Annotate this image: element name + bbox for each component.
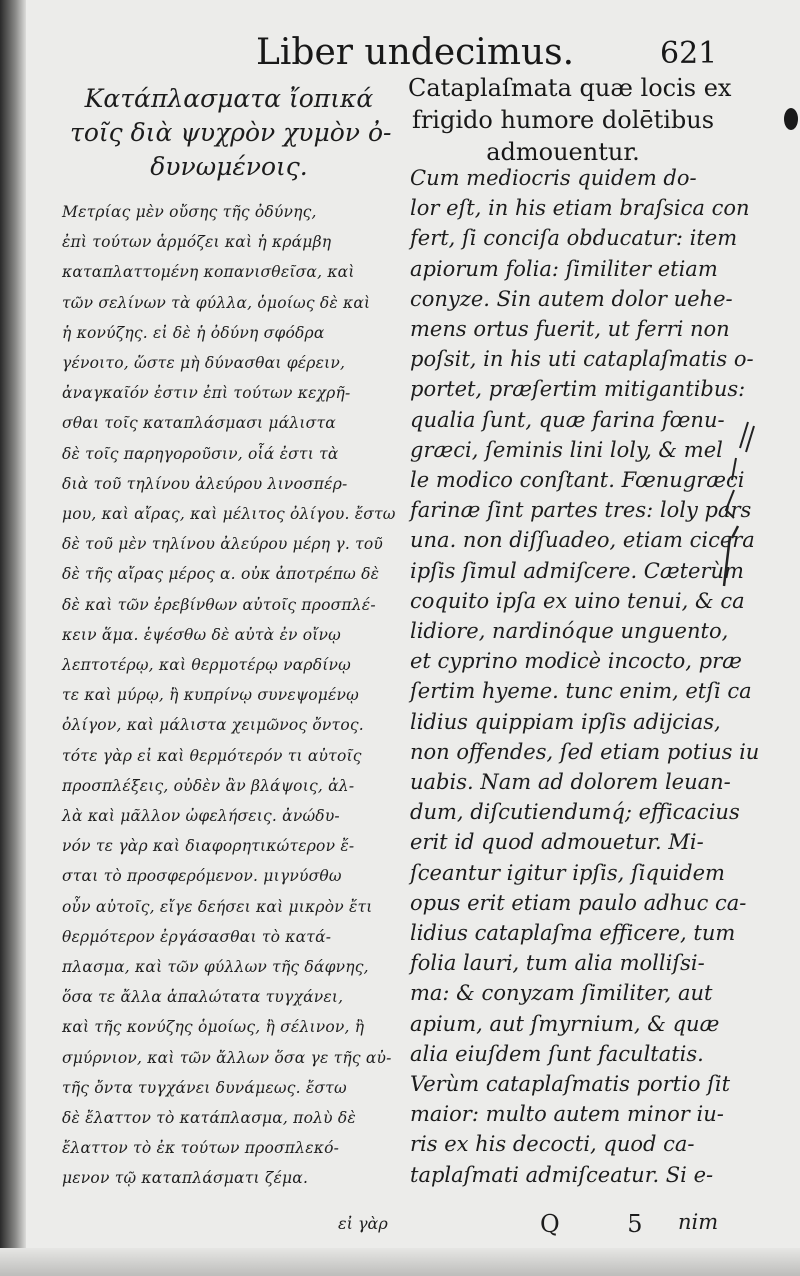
- latin-text-line: mens ortus fuerit, ut ferri non: [410, 317, 730, 341]
- latin-text-line: conyze. Sin autem dolor uehe-: [410, 286, 733, 311]
- greek-text-line: τῆς ὄντα τυγχάνει δυνάμεως. ἔστω: [62, 1078, 347, 1097]
- latin-text-line: apium, aut ſmyrnium, & quæ: [410, 1011, 720, 1036]
- greek-text-line: σμύρνιον, καὶ τῶν ἄλλων ὅσα γε τῆς αὐ-: [62, 1048, 392, 1067]
- greek-text-line: δὲ τῆς αἴρας μέρος α. οὐκ ἀποτρέπω δὲ: [62, 565, 380, 584]
- greek-text-line: ἔλαττον τὸ ἐκ τούτων προσπλεκό-: [62, 1139, 340, 1158]
- greek-text-line: ἀναγκαῖόν ἐστιν ἐπὶ τούτων κεχρῆ-: [62, 384, 351, 403]
- latin-text-line: erit id quod admouetur. Mi-: [410, 830, 704, 855]
- greek-text-line: διὰ τοῦ τηλίνου ἀλεύρου λινοσπέρ-: [62, 474, 348, 493]
- latin-text-line: opus erit etiam paulo adhuc ca-: [410, 890, 747, 915]
- greek-heading-line: τοῖς διὰ ψυχρὸν χυμὸν ὀ-: [70, 118, 392, 147]
- greek-text-line: δὲ καὶ τῶν ἐρεβίνθων αὐτοῖς προσπλέ-: [62, 595, 376, 614]
- greek-text-line: Μετρίας μὲν οὔσης τῆς ὀδύνης,: [62, 203, 317, 221]
- greek-text-line: καὶ τῆς κονύζης ὁμοίως, ἢ σέλινον, ἢ: [62, 1018, 365, 1037]
- latin-text-line: lidius cataplaſma efficere, tum: [410, 921, 736, 945]
- latin-text-line: folia lauri, tum alia molliſsi-: [410, 951, 705, 976]
- page-number: 621: [660, 36, 718, 71]
- latin-text-line: lidius quippiam ipſis adijcias,: [410, 709, 721, 734]
- greek-text-line: τῶν σελίνων τὰ φύλλα, ὁμοίως δὲ καὶ: [62, 293, 371, 312]
- greek-text-line: νόν τε γὰρ καὶ διαφορητικώτερον ἔ-: [62, 837, 355, 856]
- greek-text-line: ἐπὶ τούτων ἁρμόζει καὶ ἡ κράμβη: [62, 233, 332, 252]
- greek-text-line: προσπλέξεις, οὐδὲν ἂν βλάψοις, ἀλ-: [62, 776, 355, 795]
- latin-text-line: ma: & conyzam ſimiliter, aut: [410, 981, 713, 1006]
- greek-text-line: τε καὶ μύρῳ, ἢ κυπρίνῳ συνεψομένῳ: [62, 686, 360, 705]
- latin-text-line: non offendes, ſed etiam potius iu: [410, 739, 760, 764]
- page-bottom-shadow: [0, 1248, 800, 1276]
- latin-text-line: portet, præſertim mitigantibus:: [410, 377, 746, 402]
- greek-text-line: κειν ἅμα. ἑψέσθω δὲ αὐτὰ ἐν οἴνῳ: [62, 625, 342, 644]
- signature-mark: Q 5: [540, 1210, 673, 1238]
- greek-text-line: μου, καὶ αἴρας, καὶ μέλιτος ὀλίγου. ἔστω: [62, 505, 396, 523]
- latin-catchword: nim: [678, 1210, 719, 1234]
- latin-text-line: et cyprino modicè incocto, præ: [410, 649, 742, 674]
- greek-text-line: λεπτοτέρῳ, καὶ θερμοτέρῳ ναρδίνῳ: [62, 656, 351, 674]
- latin-text-line: alia eiuſdem ſunt facultatis.: [410, 1041, 704, 1066]
- latin-text-line: taplaſmati admiſceatur. Si e-: [410, 1162, 714, 1187]
- latin-text-line: lor eſt, in his etiam braſsica con: [410, 196, 750, 221]
- greek-text-line: δὲ τοῖς παρηγοροῦσιν, οἷά ἐστι τὰ: [62, 444, 339, 463]
- handwritten-margin-marks: [718, 418, 758, 590]
- greek-text-line: σθαι τοῖς καταπλάσμασι μάλιστα: [62, 414, 336, 433]
- greek-catchword: εἰ γὰρ: [338, 1214, 388, 1233]
- latin-text-line: coquito ipſa ex uino tenui, & ca: [410, 588, 745, 613]
- running-title: Liber undecimus.: [256, 32, 575, 73]
- latin-text-line: dum, diſcutiendumq́; efficacius: [410, 800, 740, 825]
- latin-text-line: ris ex his decocti, quod ca-: [410, 1132, 695, 1157]
- greek-heading-line: Κατάπλασματα ἴοπικά: [84, 84, 374, 113]
- latin-heading-line: frigido humore dolētibus: [411, 106, 715, 134]
- greek-text-line: λὰ καὶ μᾶλλον ὠφελήσεις. ἀνώδυ-: [62, 807, 340, 825]
- greek-text-line: γένοιτο, ὥστε μὴ δύνασθαι φέρειν,: [62, 354, 346, 372]
- latin-text-line: ſertim hyeme. tunc enim, etſi ca: [410, 679, 752, 704]
- greek-heading-line: δυνωμένοις.: [150, 152, 308, 181]
- greek-text-line: ὀλίγον, καὶ μάλιστα χειμῶνος ὄντος.: [62, 716, 364, 735]
- greek-text-line: ἡ κονύζης. εἰ δὲ ἡ ὀδύνη σφόδρα: [62, 323, 325, 342]
- latin-text-line: ſceantur igitur ipſis, ſiquidem: [410, 860, 725, 885]
- latin-text-line: poſsit, in his uti cataplaſmatis o-: [410, 347, 754, 372]
- latin-text-line: ipſis ſimul admiſcere. Cæterùm: [410, 558, 744, 583]
- greek-text-line: δὲ ἔλαττον τὸ κατάπλασμα, πολὺ δὲ: [62, 1109, 356, 1127]
- greek-text-line: πλασμα, καὶ τῶν φύλλων τῆς δάφνης,: [62, 958, 369, 976]
- latin-text-line: le modico conſtant. Fœnugræci: [410, 468, 745, 492]
- latin-heading-line: admouentur.: [486, 138, 640, 166]
- latin-text-line: græci, ſeminis lini loly, & mel: [410, 437, 723, 462]
- latin-text-line: Verùm cataplaſmatis portio ſit: [410, 1072, 731, 1096]
- greek-text-line: οὖν αὐτοῖς, εἴγε δεήσει καὶ μικρὸν ἔτι: [62, 897, 373, 916]
- ink-blot: [784, 108, 798, 130]
- latin-text-line: farinæ ſint partes tres: loly pars: [410, 498, 752, 523]
- book-spine-shadow: [0, 0, 26, 1276]
- greek-text-line: μενον τῷ καταπλάσματι ζέμα.: [62, 1169, 309, 1188]
- latin-text-line: fert, ſi conciſa obducatur: item: [410, 226, 738, 251]
- greek-text-line: θερμότερον ἐργάσασθαι τὸ κατά-: [62, 927, 332, 946]
- greek-text-line: δὲ τοῦ μὲν τηλίνου ἀλεύρου μέρη γ. τοῦ: [62, 535, 384, 554]
- greek-text-line: τότε γὰρ εἰ καὶ θερμότερόν τι αὐτοῖς: [62, 746, 362, 765]
- greek-text-line: σται τὸ προσφερόμενον. μιγνύσθω: [62, 867, 342, 886]
- latin-heading-line: Cataplaſmata quæ locis ex: [408, 74, 732, 102]
- latin-text-line: Cum mediocris quidem do-: [410, 166, 697, 190]
- latin-text-line: maior: multo autem minor iu-: [410, 1102, 724, 1127]
- greek-text-line: καταπλαττομένη κοπανισθεῖσα, καὶ: [62, 263, 355, 282]
- latin-text-line: uabis. Nam ad dolorem leuan-: [410, 770, 731, 794]
- latin-text-line: una. non diſſuadeo, etiam cicera: [410, 528, 755, 553]
- latin-text-line: apiorum folia: ſimiliter etiam: [410, 256, 718, 281]
- latin-text-line: lidiore, nardinóque unguento,: [410, 619, 729, 643]
- latin-text-line: qualia ſunt, quæ farina fœnu-: [410, 407, 725, 432]
- greek-text-line: ὅσα τε ἄλλα ἁπαλώτατα τυγχάνει,: [62, 988, 344, 1007]
